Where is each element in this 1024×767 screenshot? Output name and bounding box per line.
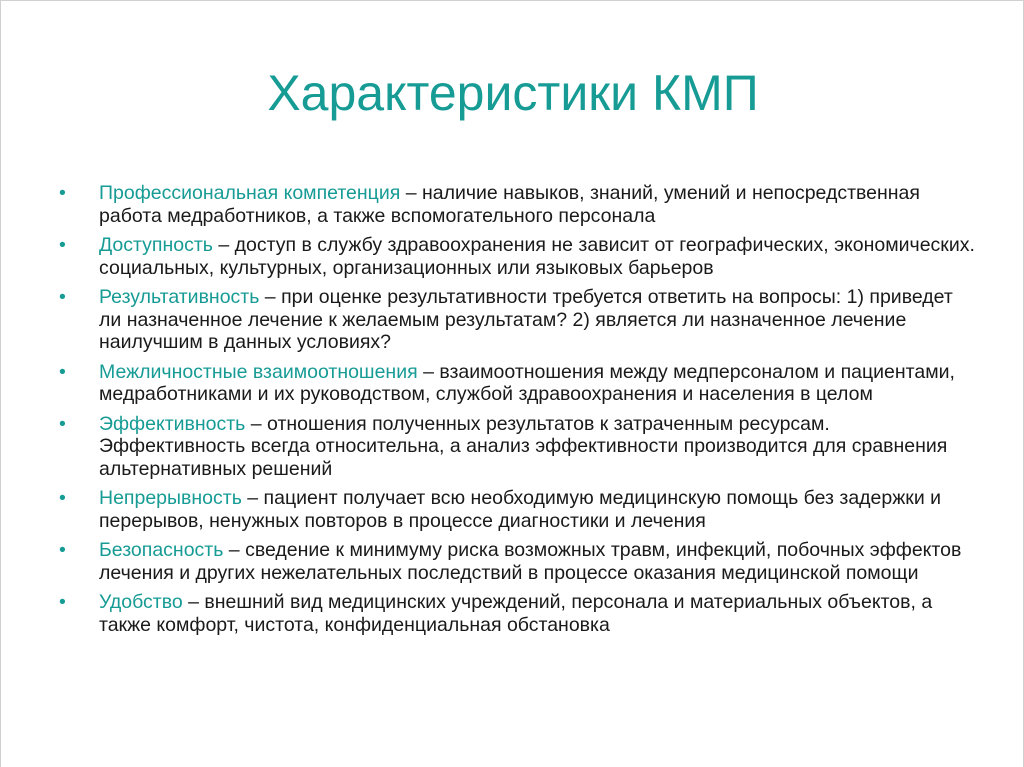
item-term: Доступность (99, 234, 213, 256)
item-description: – отношения полученных результатов к затраченным ресурсам. Эффективность всегда относительна, а анализ эффективности производится для сравнения альтернативных решений (99, 412, 948, 480)
bullet-icon: • (59, 234, 66, 256)
item-term: Эффективность (99, 412, 246, 435)
item-description: – пациент получает всю необходимую медицинскую помощь без задержки и перерывов, ненужных повторов в процессе диагностики и лечения (99, 487, 942, 532)
list-item (57, 234, 977, 279)
bullet-icon: • (59, 591, 66, 613)
item-description: – сведение к минимуму риска возможных травм, инфекций, побочных эффектов лечения и других нежелательных последствий в процессе оказания медицинской помощи (99, 539, 962, 584)
list-item (57, 182, 977, 227)
item-description: – доступ в службу здравоохранения не зависит от географических, экономических. социальных, культурных, организационных или языковых барьеров (99, 234, 975, 279)
bullet-icon: • (59, 412, 66, 435)
item-term: Непрерывность (99, 487, 242, 509)
item-description: – при оценке результативности требуется ответить на вопросы: 1) приведет ли назначенное лечение к желаемым результатам? 2) является ли назначенное лечение наилучшим в данных условиях? (99, 286, 953, 353)
bullet-icon: • (59, 286, 66, 308)
list-item (57, 487, 977, 532)
bullet-icon: • (59, 360, 66, 383)
bullet-icon: • (59, 539, 66, 561)
list-item (57, 413, 977, 481)
item-term: Результативность (99, 286, 260, 308)
item-term: Удобство (99, 591, 183, 613)
item-description: – внешний вид медицинских учреждений, персонала и материальных объектов, а также комфорт, чистота, конфиденциальная обстановка (99, 591, 933, 636)
item-description: – наличие навыков, знаний, умений и непосредственная работа медработников, а также вспомогательного персонала (99, 182, 920, 227)
bullet-icon: • (59, 487, 66, 509)
item-description: – взаимоотношения между медперсоналом и пациентами, медработниками и их руководством, службой здравоохранения и населения в целом (99, 360, 955, 405)
bullet-icon: • (59, 182, 66, 204)
item-term: Межличностные взаимоотношения (99, 360, 418, 383)
list-item (57, 286, 977, 354)
list-item (57, 361, 977, 406)
characteristics-list (57, 182, 977, 643)
list-item (57, 591, 977, 636)
item-term: Профессиональная компетенция (99, 182, 401, 204)
list-item (57, 539, 977, 584)
item-term: Безопасность (99, 539, 224, 561)
slide-title: Характеристики КМП (267, 65, 759, 121)
